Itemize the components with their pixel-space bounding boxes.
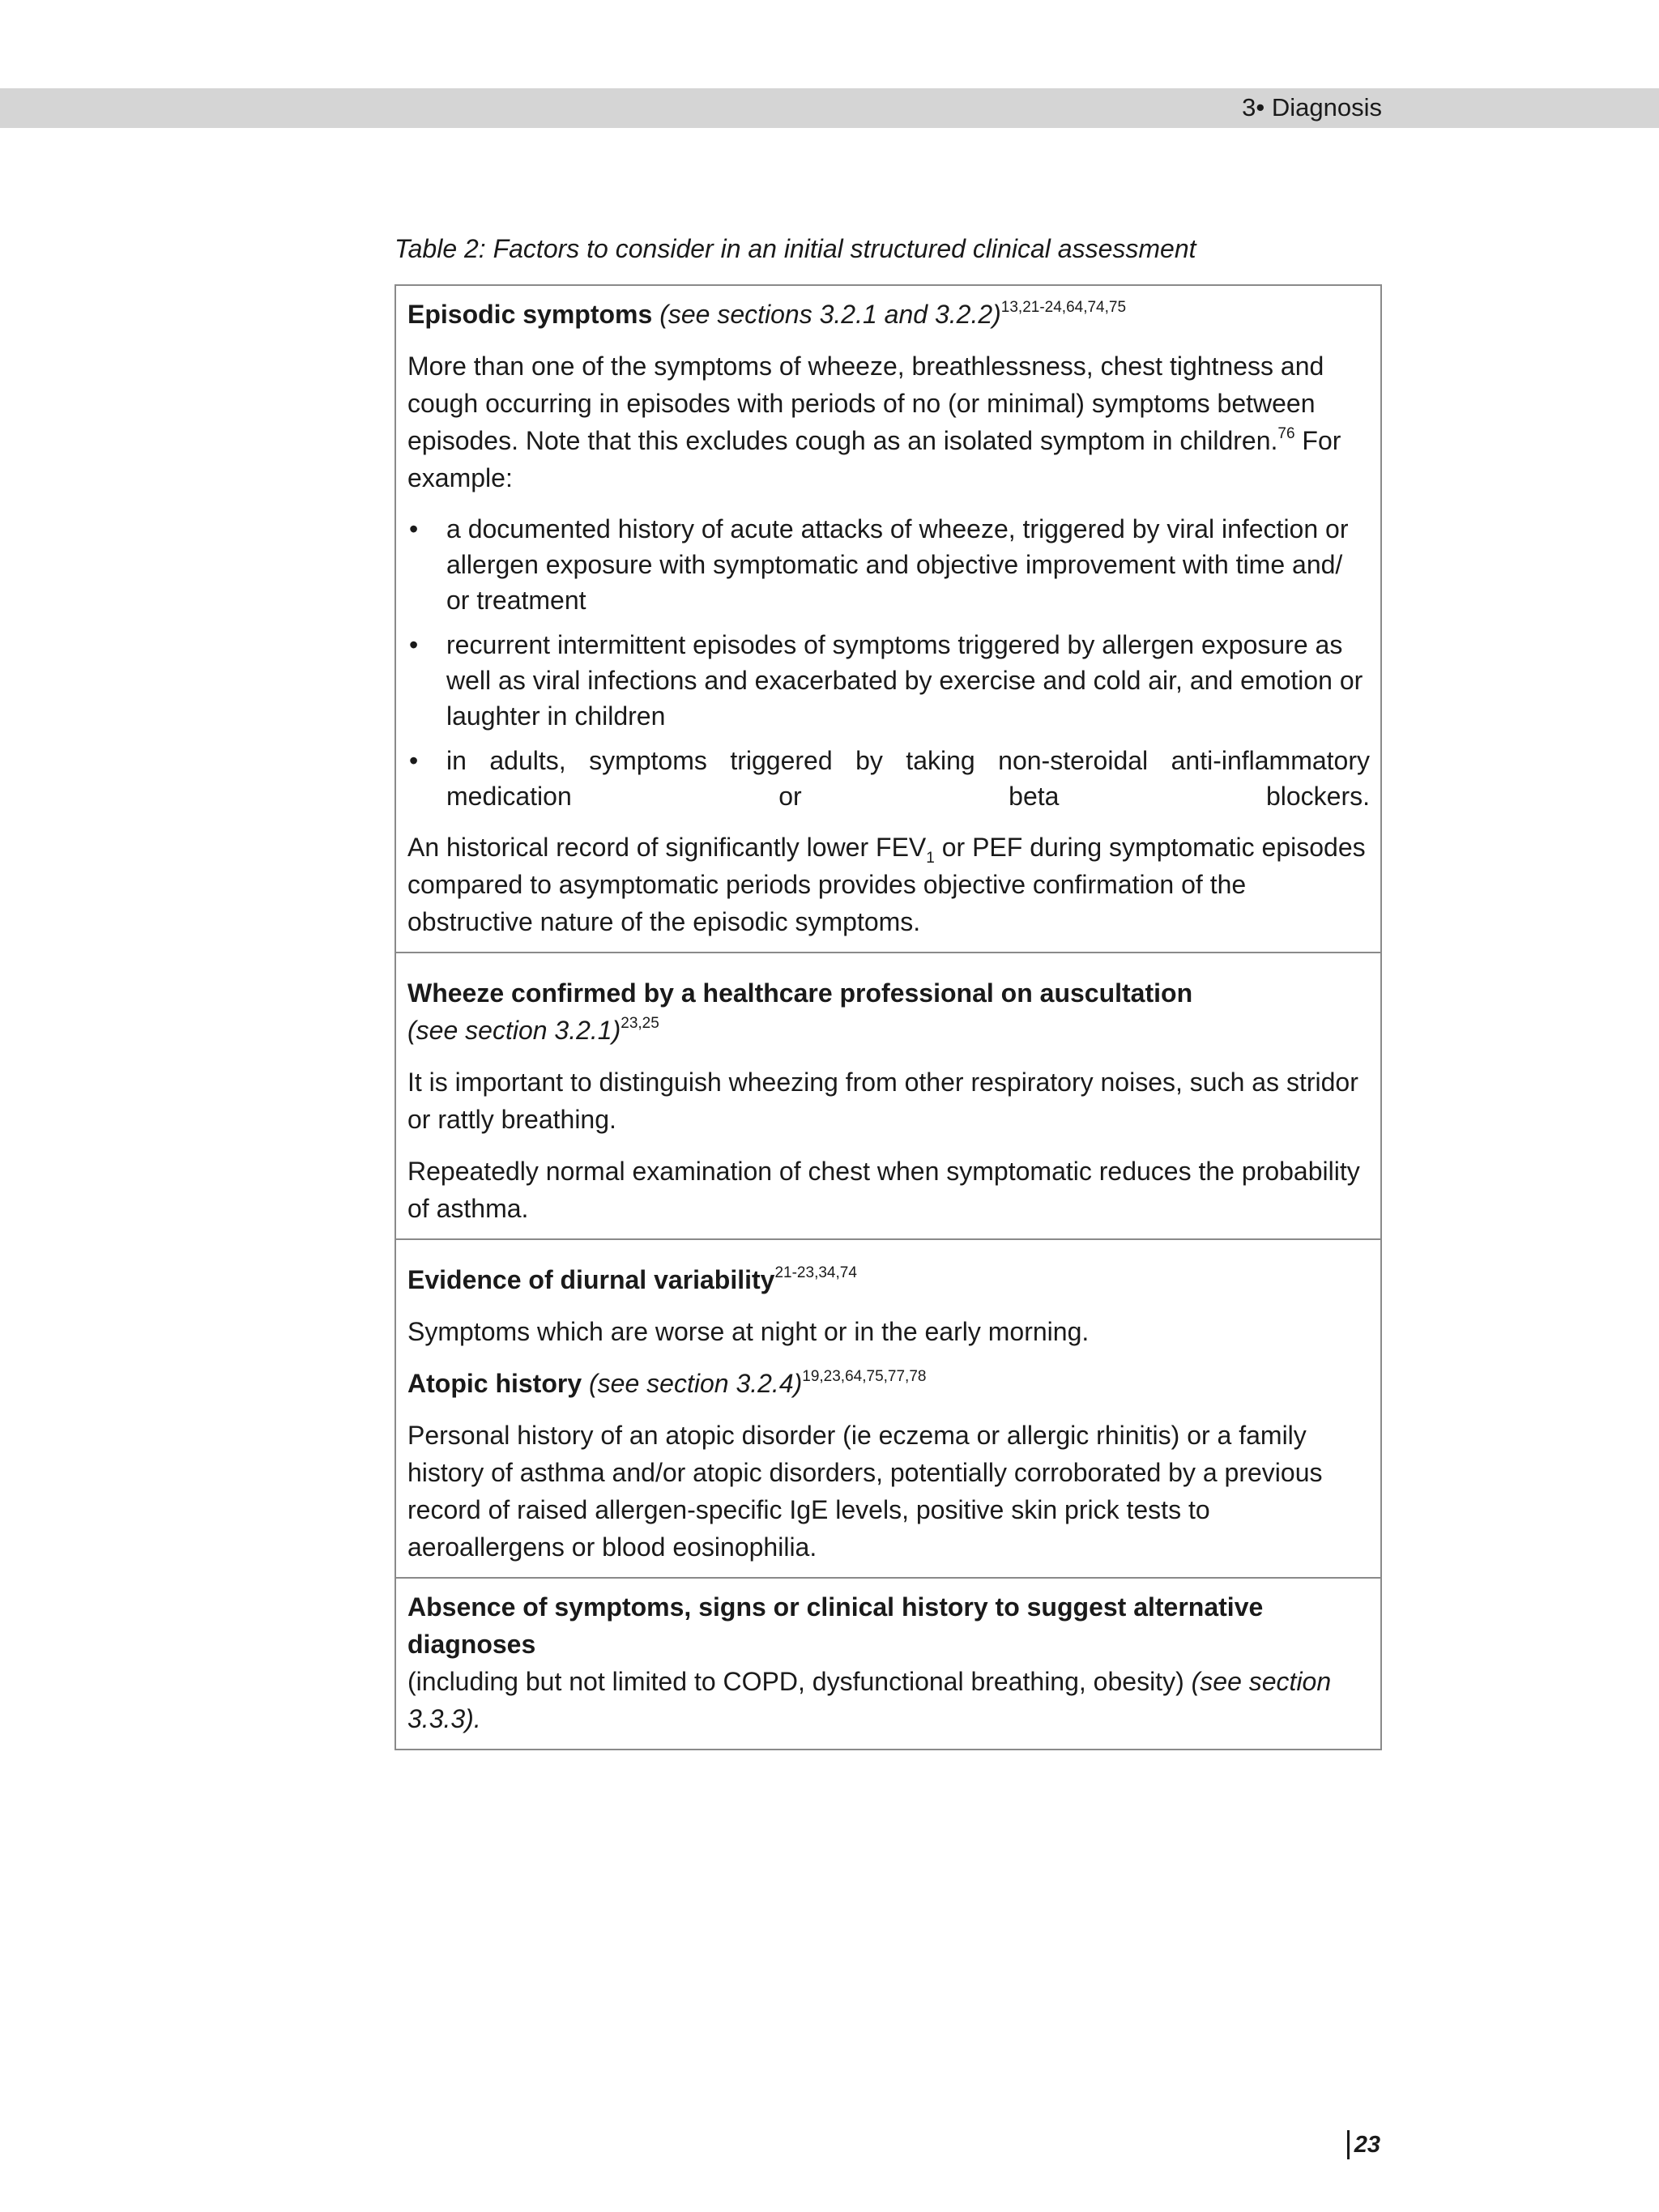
citation: 76 bbox=[1277, 425, 1295, 442]
assessment-table bbox=[394, 284, 1382, 1750]
table-row-wheeze bbox=[396, 952, 1380, 1238]
list-item-text: in adults, symptoms triggered by taking non-steroidal anti-inflammatory medication or beta blockers. bbox=[446, 746, 1370, 811]
row-heading bbox=[407, 1261, 1370, 1298]
table-row-alternative-diagnoses bbox=[396, 1577, 1380, 1749]
list-item bbox=[407, 743, 1370, 814]
citation: 23,25 bbox=[621, 1015, 659, 1032]
row-heading bbox=[407, 974, 1370, 1049]
list-item-text: recurrent intermittent episodes of symptoms triggered by allergen exposure as well as viral infections and exacerbated by exercise and cold air, and emotion or laughter in children bbox=[446, 630, 1363, 731]
example-list bbox=[407, 511, 1370, 814]
heading-text: Absence of symptoms, signs or clinical history to suggest alternative diagnoses bbox=[407, 1592, 1264, 1659]
citation: 21-23,34,74 bbox=[774, 1264, 857, 1281]
citation: 13,21-24,64,74,75 bbox=[1000, 299, 1127, 316]
row-paragraph bbox=[407, 1588, 1370, 1737]
citation: 19,23,64,75,77,78 bbox=[802, 1368, 927, 1385]
section-reference: (see sections 3.2.1 and 3.2.2) bbox=[659, 300, 1001, 329]
row-paragraph: It is important to distinguish wheezing from other respiratory noises, such as stridor or rattly breathing. bbox=[407, 1068, 1358, 1134]
heading-text: Atopic history bbox=[407, 1369, 582, 1398]
paragraph-text: For example: bbox=[407, 426, 1341, 492]
heading-text: Evidence of diurnal variability bbox=[407, 1265, 775, 1294]
heading-text: Wheeze confirmed by a healthcare professional on auscultation bbox=[407, 978, 1193, 1008]
list-item-text: a documented history of acute attacks of wheeze, triggered by viral infection or allergen exposure with symptomatic and objective improvement with time and/ or treatment bbox=[446, 514, 1349, 615]
chapter-label: 3• Diagnosis bbox=[1242, 93, 1382, 121]
row-heading bbox=[407, 296, 1370, 333]
header-bar bbox=[0, 88, 1659, 128]
table-row-diurnal-atopic bbox=[396, 1238, 1380, 1577]
row-heading bbox=[407, 1365, 1370, 1402]
row-paragraph: Personal history of an atopic disorder (ie eczema or allergic rhinitis) or a family history of asthma and/or atopic disorders, potentially corroborated by a previous record of raised allergen-specific IgE levels, positive skin prick tests to aeroallergens or blood eosinophilia. bbox=[407, 1421, 1323, 1562]
bullet-glyph: • bbox=[409, 630, 419, 659]
section-reference: (see section 3.3.3). bbox=[407, 1667, 1332, 1733]
section-reference: (see section 3.2.1) bbox=[407, 1016, 621, 1045]
heading-text: Episodic symptoms bbox=[407, 300, 653, 329]
page-number: 23 bbox=[1347, 2130, 1380, 2159]
paragraph-text: More than one of the symptoms of wheeze, breathlessness, chest tightness and cough occurring in episodes with periods of no (or minimal) symptoms between episodes. Note that this excludes cough as an isolated symptom in children. bbox=[407, 352, 1324, 455]
row-paragraph bbox=[407, 829, 1370, 940]
paragraph-text: An historical record of significantly lower FEV bbox=[407, 833, 927, 862]
paragraph-text: (including but not limited to COPD, dysfunctional breathing, obesity) bbox=[407, 1667, 1192, 1696]
list-item bbox=[407, 511, 1370, 618]
bullet-glyph: • bbox=[409, 746, 419, 775]
table-caption: Table 2: Factors to consider in an initial structured clinical assessment bbox=[394, 234, 1196, 263]
paragraph-text: or PEF during symptomatic episodes compared to asymptomatic periods provides objective confirmation of the obstructive nature of the episodic symptoms. bbox=[407, 833, 1366, 936]
list-item bbox=[407, 627, 1370, 734]
row-paragraph: Symptoms which are worse at night or in the early morning. bbox=[407, 1317, 1090, 1346]
table-row-episodic-symptoms bbox=[396, 286, 1380, 952]
row-paragraph: Repeatedly normal examination of chest when symptomatic reduces the probability of asthma. bbox=[407, 1157, 1360, 1223]
subscript: 1 bbox=[926, 850, 935, 867]
section-reference: (see section 3.2.4) bbox=[589, 1369, 803, 1398]
row-paragraph bbox=[407, 347, 1370, 497]
bullet-glyph: • bbox=[409, 514, 419, 543]
